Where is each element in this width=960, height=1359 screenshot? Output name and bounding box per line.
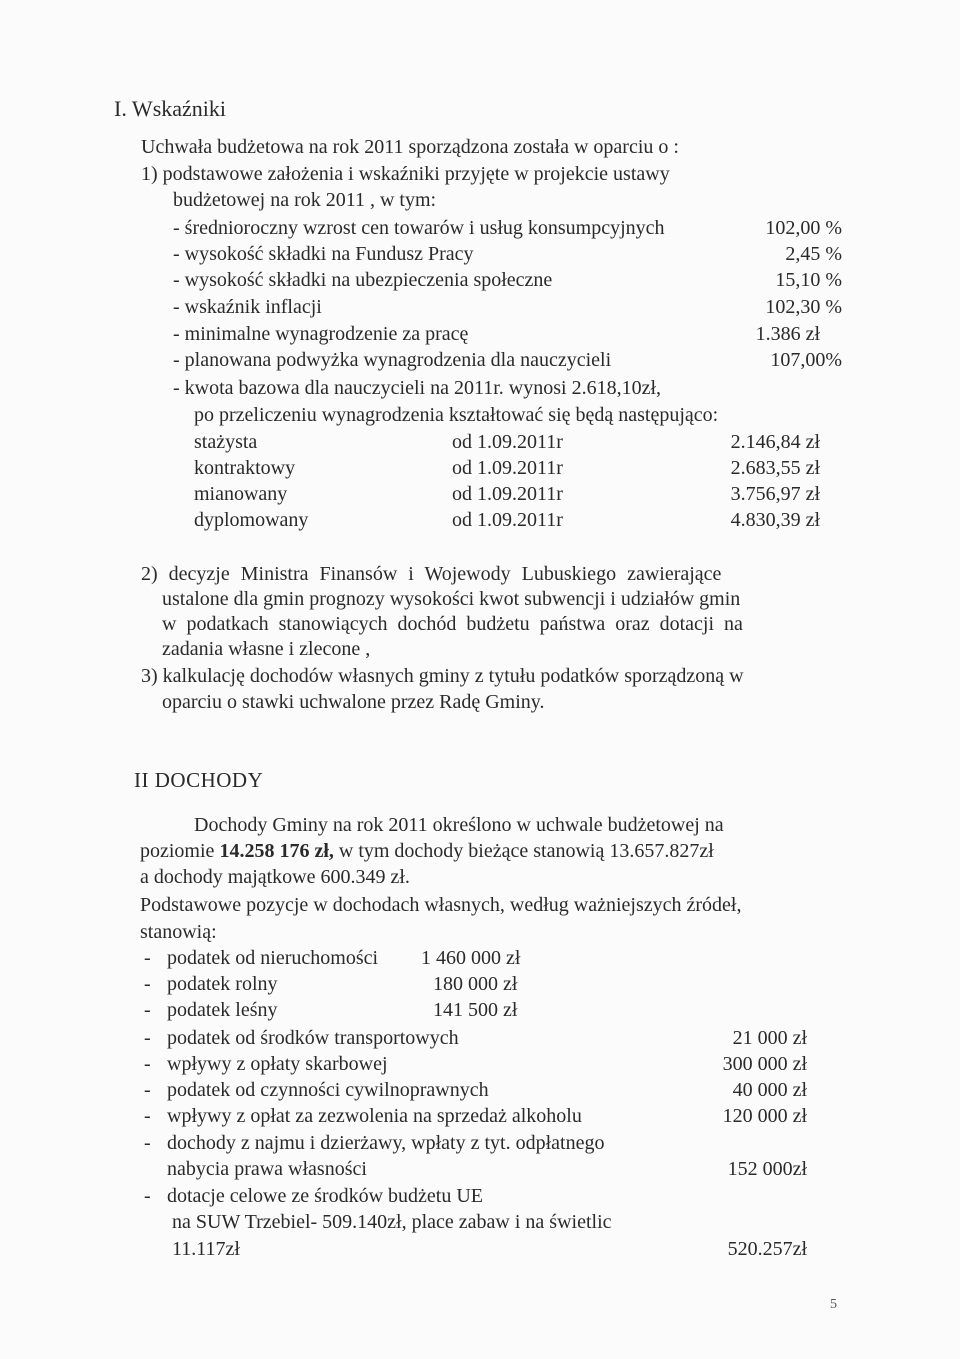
indicator-value: 1.386 zł [755,323,820,345]
tax-label: podatek rolny [167,973,278,995]
indicator-label: - średnioroczny wzrost cen towarów i usług konsumpcyjnych [173,217,665,239]
tax-label: podatek od nieruchomości [167,947,379,969]
section-heading-dochody: II DOCHODY [134,768,264,792]
tax-value: 21 000 zł [732,1027,807,1049]
salary-from: od 1.09.2011r [452,509,563,531]
indicator-label: - planowana podwyżka wynagrodzenia dla nauczycieli [173,349,612,371]
podstawowe-pozycje-line: Podstawowe pozycje w dochodach własnych, według ważniejszych źródeł, [140,894,742,916]
list-dash: - [144,1027,151,1049]
page-number: 5 [830,1297,837,1312]
dotacje-value: 520.257zł [727,1238,807,1260]
salary-amount: 2.146,84 zł [730,431,820,453]
stanowia-line: stanowią: [140,921,217,943]
tax-label: podatek od czynności cywilnoprawnych [167,1079,489,1101]
kwota-bazowa-line: - kwota bazowa dla nauczycieli na 2011r. wynosi 2.618,10zł, [173,377,662,399]
list-dash: - [144,999,151,1021]
salary-amount: 4.830,39 zł [730,509,820,531]
list-dash: - [144,1079,151,1101]
indicator-label: - wskaźnik inflacji [173,296,322,318]
dotacje-line-b: na SUW Trzebiel- 509.140zł, place zabaw i na świetlic [172,1211,612,1233]
dochody-total-post: w tym dochody bieżące stanowią 13.657.827zł [333,840,714,862]
list-dash: - [144,1105,151,1127]
tax-label: wpływy z opłat za zezwolenia na sprzedaż alkoholu [167,1105,582,1127]
item2-line: zadania własne i zlecone , [162,638,371,660]
list-dash: - [144,947,151,969]
tax-label: podatek od środków transportowych [167,1027,459,1049]
salary-from: od 1.09.2011r [452,457,563,479]
salary-amount: 3.756,97 zł [730,483,820,505]
section-heading-wskazniki: I. Wskaźniki [114,96,227,121]
dochody-majatkowe-line: a dochody majątkowe 600.349 zł. [140,866,410,888]
list-dash: - [144,1053,151,1075]
item1-line-b: budżetowej na rok 2011 , w tym: [173,189,437,211]
przeliczenie-line: po przeliczeniu wynagrodzenia kształtować się będą następująco: [194,404,719,426]
indicator-label: - wysokość składki na ubezpieczenia społeczne [173,269,553,291]
item3-line: oparciu o stawki uchwalone przez Radę Gminy. [162,691,545,713]
salary-rank: dyplomowany [194,509,309,531]
tax-label: podatek leśny [167,999,278,1021]
salary-rank: stażysta [194,431,258,453]
indicator-value: 107,00% [770,349,842,371]
dochody-total-line [140,838,714,864]
dochody-total-pre: poziomie [140,840,220,862]
indicator-label: - wysokość składki na Fundusz Pracy [173,243,474,265]
tax-value: 1 460 000 zł [421,947,521,969]
tax-value: 120 000 zł [722,1105,807,1127]
tax-value: 141 500 zł [433,999,518,1021]
item2-line: ustalone dla gmin prognozy wysokości kwot subwencji i udziałów gmin [162,588,741,610]
dochody-total-amount: 14.258 176 zł, [219,840,334,862]
list-dash: - [144,973,151,995]
najem-value: 152 000zł [727,1158,807,1180]
tax-value: 40 000 zł [732,1079,807,1101]
salary-rank: kontraktowy [194,457,296,479]
indicator-value: 15,10 % [775,269,842,291]
salary-rank: mianowany [194,483,288,505]
item1-line-a: 1) podstawowe założenia i wskaźniki przyjęte w projekcie ustawy [141,163,670,185]
najem-line-a: dochody z najmu i dzierżawy, wpłaty z tyt. odpłatnego [167,1132,605,1154]
najem-line-b: nabycia prawa własności [167,1158,367,1180]
tax-value: 300 000 zł [722,1053,807,1075]
item3-line: 3) kalkulację dochodów własnych gminy z tytułu podatków sporządzoną w [141,665,744,687]
salary-amount: 2.683,55 zł [730,457,820,479]
indicator-value: 102,30 % [765,296,842,318]
indicator-value: 2,45 % [785,243,842,265]
dotacje-line-c: 11.117zł [172,1238,240,1260]
indicator-value: 102,00 % [765,217,842,239]
tax-value: 180 000 zł [433,973,518,995]
salary-from: od 1.09.2011r [452,483,563,505]
dochody-line: Dochody Gminy na rok 2011 określono w uchwale budżetowej na [194,814,724,836]
tax-label: wpływy z opłaty skarbowej [167,1053,388,1075]
item2-line: 2) decyzje Ministra Finansów i Wojewody Lubuskiego zawierające [141,563,722,585]
list-dash: - [144,1185,151,1207]
list-dash: - [144,1132,151,1154]
intro-line: Uchwała budżetowa na rok 2011 sporządzona została w oparciu o : [141,136,679,158]
item2-line: w podatkach stanowiących dochód budżetu państwa oraz dotacji na [162,613,743,635]
dotacje-line-a: dotacje celowe ze środków budżetu UE [167,1185,483,1207]
indicator-label: - minimalne wynagrodzenie za pracę [173,323,469,345]
salary-from: od 1.09.2011r [452,431,563,453]
